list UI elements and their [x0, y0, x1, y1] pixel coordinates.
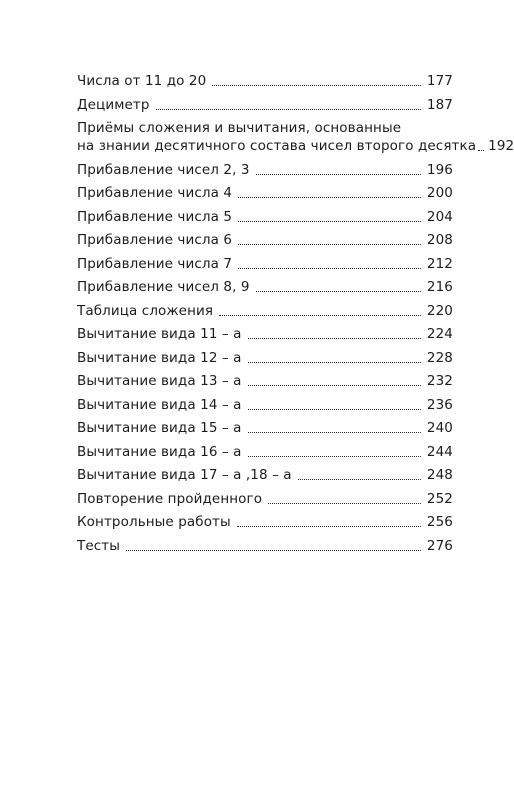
toc-entry[interactable] — [77, 513, 453, 531]
toc-entry-page: 276 — [426, 537, 453, 554]
toc-entry-page: 240 — [426, 420, 453, 436]
toc-entry-title-line2: на знании десятичного состава чисел второго десятка — [77, 138, 477, 154]
toc-entry-page: 244 — [426, 443, 453, 460]
dot-leader — [238, 243, 421, 245]
dot-leader — [248, 455, 421, 457]
toc-entry-title: Вычитание вида 16 – а — [77, 443, 242, 460]
toc-entry[interactable] — [77, 184, 453, 202]
toc-entry[interactable] — [77, 72, 453, 90]
dot-leader — [126, 549, 421, 551]
toc-entry-title: Контрольные работы — [77, 514, 231, 530]
dot-leader — [248, 384, 421, 386]
toc-entry-title: Повторение пройденного — [77, 490, 263, 507]
toc-entry-page: 196 — [426, 161, 453, 178]
toc-entry[interactable] — [77, 419, 453, 437]
toc-entry-page: 208 — [426, 232, 453, 248]
dot-leader — [248, 408, 421, 410]
toc-entry-page: 236 — [426, 396, 453, 413]
toc-entry-page: 224 — [426, 326, 453, 342]
toc-entry-title: Прибавление числа 5 — [77, 208, 233, 225]
toc-entry[interactable] — [77, 396, 453, 414]
toc-entry-page: 192 — [488, 138, 514, 154]
dot-leader — [237, 525, 421, 527]
dot-leader — [248, 431, 421, 433]
dot-leader — [156, 108, 421, 110]
toc-entry-page: 187 — [426, 96, 453, 113]
dot-leader — [298, 478, 421, 480]
toc-entry-title: Вычитание вида 17 – а ,18 – а — [77, 467, 292, 483]
toc-entry-page: 177 — [426, 73, 453, 89]
toc-entry[interactable] — [77, 443, 453, 461]
toc-entry-title: Приёмы сложения и вычитания, основанные — [77, 120, 402, 136]
toc-entry-page: 256 — [426, 514, 453, 530]
toc-entry[interactable] — [77, 96, 453, 114]
toc-entry-title: Вычитание вида 12 – а — [77, 349, 242, 366]
toc-entry-title: Таблица сложения — [77, 302, 214, 319]
table-of-contents — [77, 72, 514, 560]
dot-leader — [238, 220, 421, 222]
dot-leader — [219, 314, 421, 316]
toc-entry[interactable] — [77, 325, 453, 343]
dot-leader — [238, 267, 421, 269]
toc-entry[interactable] — [77, 302, 453, 320]
toc-entry[interactable] — [77, 537, 453, 555]
dot-leader — [212, 84, 421, 86]
dot-leader — [238, 196, 421, 198]
toc-entry-page: 248 — [426, 467, 453, 483]
toc-entry-title: Вычитание вида 11 – а — [77, 326, 242, 342]
toc-entry[interactable] — [77, 208, 453, 226]
toc-entry-page: 216 — [426, 279, 453, 295]
toc-entry-page: 228 — [426, 349, 453, 366]
toc-entry-page: 204 — [426, 208, 453, 225]
toc-entry-page: 252 — [426, 490, 453, 507]
toc-entry[interactable] — [77, 349, 453, 367]
toc-entry[interactable] — [77, 278, 453, 296]
toc-entry-page: 200 — [426, 185, 453, 201]
toc-entry-title: Числа от 11 до 20 — [77, 73, 207, 89]
dot-leader — [256, 173, 421, 175]
toc-entry[interactable] — [77, 372, 453, 390]
toc-entry[interactable] — [77, 161, 453, 179]
toc-entry-title: Прибавление числа 7 — [77, 255, 233, 272]
toc-entry-title: Прибавление чисел 8, 9 — [77, 279, 250, 295]
toc-entry[interactable] — [77, 255, 453, 273]
toc-entry-page: 212 — [426, 255, 453, 272]
dot-leader — [268, 502, 421, 504]
dot-leader — [256, 290, 421, 292]
toc-entry-page: 232 — [426, 373, 453, 389]
toc-entry-title: Прибавление числа 4 — [77, 185, 233, 201]
toc-entry-title: Вычитание вида 13 – а — [77, 373, 242, 389]
toc-entry-title: Прибавление чисел 2, 3 — [77, 161, 250, 178]
dot-leader — [478, 149, 484, 151]
toc-entry-title: Дециметр — [77, 96, 150, 113]
toc-entry[interactable] — [77, 490, 453, 508]
toc-entry[interactable] — [77, 119, 514, 155]
toc-entry-page: 220 — [426, 302, 453, 319]
toc-entry[interactable] — [77, 231, 453, 249]
toc-entry-title: Вычитание вида 15 – а — [77, 420, 242, 436]
toc-entry-title: Вычитание вида 14 – а — [77, 396, 242, 413]
toc-entry-title-continuation — [77, 137, 514, 155]
toc-entry[interactable] — [77, 466, 453, 484]
toc-entry-title: Тесты — [77, 537, 120, 554]
dot-leader — [248, 361, 421, 363]
dot-leader — [248, 337, 421, 339]
toc-entry-title: Прибавление числа 6 — [77, 232, 233, 248]
